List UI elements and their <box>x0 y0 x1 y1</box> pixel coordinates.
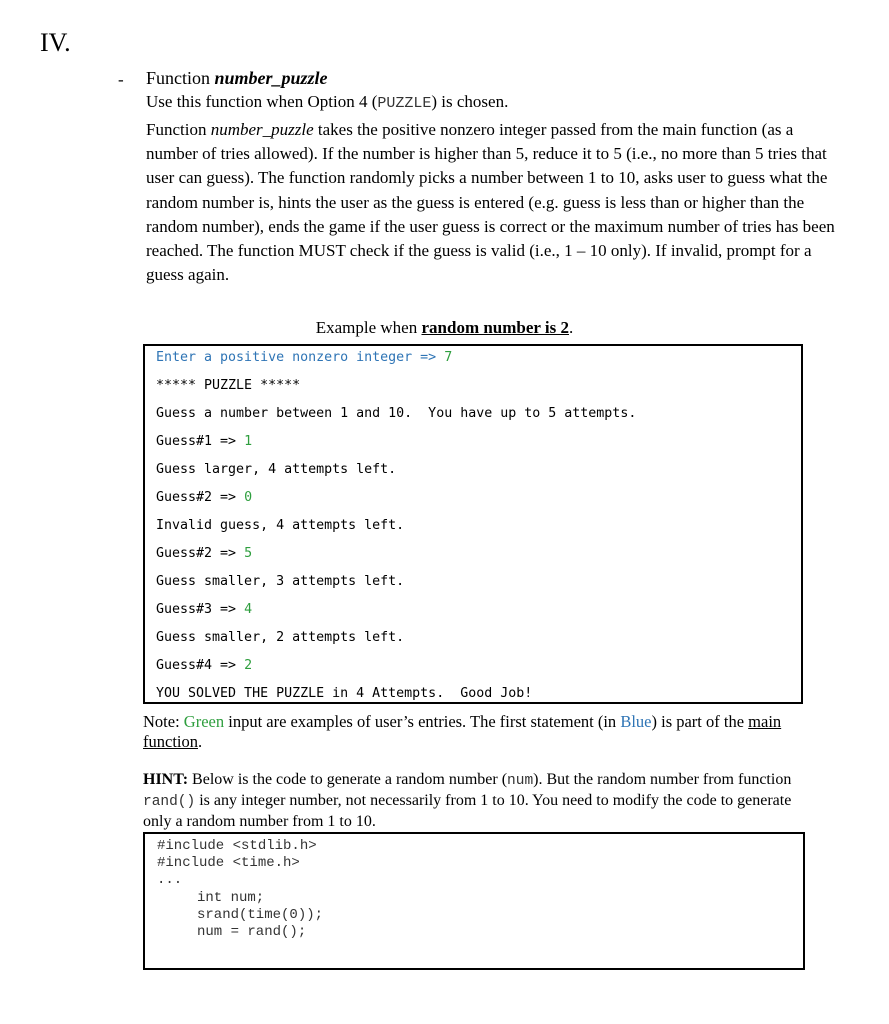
console-input: 0 <box>244 490 253 505</box>
console-input: 5 <box>244 546 253 561</box>
desc-function-name: number_puzzle <box>210 120 314 139</box>
console-line <box>156 602 252 617</box>
option-code: PUZZLE <box>377 95 432 112</box>
caption-prefix: Example when <box>315 318 422 337</box>
note-label: Note: <box>143 712 184 731</box>
code-line: int num; <box>197 890 265 906</box>
console-input: 2 <box>244 658 253 673</box>
console-line <box>156 630 404 645</box>
console-line <box>156 518 404 533</box>
function-name: number_puzzle <box>214 68 328 88</box>
function-title <box>146 68 328 89</box>
console-prompt: YOU SOLVED THE PUZZLE in 4 Attempts. Good Job! <box>156 686 533 701</box>
console-output <box>143 344 803 704</box>
desc-prefix: Function <box>146 120 211 139</box>
desc-body: takes the positive nonzero integer passed from the main function (as a number of tries allowed). If the number is higher than 5, reduce it to 5 (i.e., no more than 5 tries that user can guess). The function randomly picks a number between 1 to 10, asks user to guess what the random number is, hints the user as the guess is entered (e.g. guess is less than or higher than the random number), ends the game if the user guess is correct or the maximum number of tries has been reached. The function MUST check if the guess is valid (i.e., 1 – 10 only). If invalid, prompt for a guess again. <box>146 120 835 285</box>
console-input: 4 <box>244 602 253 617</box>
console-prompt: Guess#2 => <box>156 546 245 561</box>
note-text: input are examples of user’s entries. The first statement (in <box>224 712 621 731</box>
code-line: #include <stdlib.h> <box>157 838 317 854</box>
hint-code-num: num <box>507 773 534 789</box>
console-line <box>156 546 252 561</box>
hint-text: Below is the code to generate a random number ( <box>188 771 508 788</box>
hint-text: is any integer number, not necessarily from 1 to 10. You need to modify the code to generate only a random number from 1 to 10. <box>143 792 792 830</box>
note-main-function: main function <box>143 712 782 751</box>
console-line <box>156 378 300 393</box>
console-prompt: Guess#1 => <box>156 434 245 449</box>
console-line <box>156 686 532 701</box>
hint-text: ). But the random number from function <box>533 771 792 788</box>
function-title-prefix: Function <box>146 68 215 88</box>
usage-text-end: ) is chosen. <box>431 92 509 111</box>
code-line: ... <box>157 872 183 888</box>
note-paragraph <box>143 712 823 752</box>
console-line <box>156 574 404 589</box>
console-line <box>156 462 396 477</box>
console-line <box>156 350 452 365</box>
note-blue-word: Blue <box>620 712 652 731</box>
code-line: srand(time(0)); <box>197 907 324 923</box>
note-green-word: Green <box>183 712 225 731</box>
bullet-dash: - <box>118 70 124 89</box>
usage-line <box>146 92 508 112</box>
function-description <box>146 118 836 287</box>
hint-label: HINT: <box>143 771 189 788</box>
console-prompt: Guess smaller, 2 attempts left. <box>156 630 405 645</box>
console-prompt: Guess larger, 4 attempts left. <box>156 462 397 477</box>
console-line <box>156 658 252 673</box>
section-heading: IV. <box>40 28 71 57</box>
example-caption <box>0 318 889 338</box>
code-line: #include <time.h> <box>157 855 300 871</box>
console-prompt: Guess a number between 1 and 10. You have up to 5 attempts. <box>156 406 637 421</box>
console-prompt: Guess smaller, 3 attempts left. <box>156 574 405 589</box>
console-prompt: ***** PUZZLE ***** <box>156 378 301 393</box>
console-line <box>156 490 252 505</box>
hint-paragraph <box>143 770 823 832</box>
code-line: num = rand(); <box>197 924 307 940</box>
console-prompt: Guess#2 => <box>156 490 245 505</box>
note-text-end: ) is part of the <box>651 712 749 731</box>
code-block <box>143 832 805 970</box>
console-input: 1 <box>244 434 253 449</box>
console-prompt: Guess#4 => <box>156 658 245 673</box>
caption-end: . <box>569 318 574 337</box>
caption-random-number: random number is 2 <box>421 318 569 337</box>
console-prompt: Invalid guess, 4 attempts left. <box>156 518 405 533</box>
console-input: 7 <box>444 350 453 365</box>
usage-text: Use this function when Option 4 ( <box>146 92 378 111</box>
hint-code-rand: rand() <box>143 794 196 810</box>
console-prompt: Guess#3 => <box>156 602 245 617</box>
console-line <box>156 406 636 421</box>
note-period: . <box>198 732 203 751</box>
console-prompt: Enter a positive nonzero integer => <box>156 350 445 365</box>
console-line <box>156 434 252 449</box>
